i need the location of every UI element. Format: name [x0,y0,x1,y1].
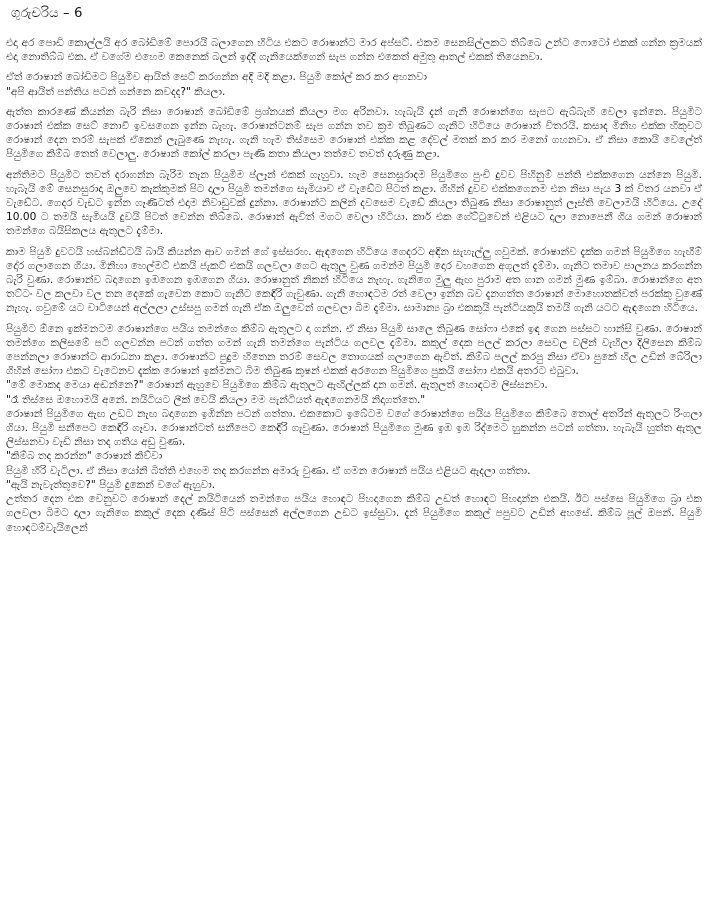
paragraph: ඇත්ත කාරණේ කියන්න බැරි නිසා රොෂාන් බෝඩිමේ ප්‍රශ්නයක් කියලා මග අරිනවා. හැබැයි දැන් ගැනි රොෂාන්ගෙ සැපට ඇබ්බැහි වෙලා ඉන්නෙ. පියුමිට රොෂාන් එක්ක සෙට් නොවී ඉවසගෙන ඉන්න බැහැ. රොෂාන්ටනම් සැප ගන්න තව ක්‍රම තිබුණට ගැනිට හිටියෙ රොෂාන් විතරයි. කසාද මිනිහ එක්ක හිකුවට රොෂාන් දෙන තරම් සැපක් ඒකෙන් ලැබුණෙ නැහැ. ගැනි හැම තිස්සෙම රොෂාන් එක්ක කළ දේවල් මතක් කර කර මනෝ ගහනවා. ඒ නිසා කොයි වෙලේත් පියුමිගෙ කිම්බ තෙත් වෙලාලු. රොෂාන් කෝල් කරලා පැණි කතා කියලා තත්වෙ තවත් දරුණු කළා. [6,105,702,161]
paragraph: පියුමිට ඕනෙ ඉක්මනටම රොෂාන්ගෙ පයිය තමන්ගෙ කිම්බ ඇතුලට දා ගන්න. ඒ නිසා පියුමි සාලෙ තිබුණ සෝෆා එකේ ඉඳ ගෙන පස්සට හාන්සි වුණා. රොෂාන් තමන්ගෙ කලිසමේ පටි ගලවන්න පටන් ගත්ත ගමන් ගැනි තමන්ගෙ පැන්ටිය ගලවල දැම්මා. කකුල් දෙක පලල් කරලා සෙවල වලින් වැහිලා දිලිසෙන කිම්බ පෙන්නලා රොෂාන්ට ආරාධනා කළා. රොෂාන්ට පුදුම හිතෙන තරම් සෙවල තොගයක් ගලාගෙන ඇවිත්. කිම්බ පලල් කරපු නිසා ඒවා පුකේ හිල උඩින් බේරිලා ගිහින් සෝෆා එකට වැටෙනව දැක්ක රොෂාන් ඉක්මනට බිම තිබුණ කුෂන් එකක් අරගෙන පියුමිගෙ පුකයි සෝෆා එකයි අතරට එබුවා. [6,322,702,378]
dialogue-line: "ඇයි නැවැත්තුවෙ?" පියුමි දුකෙන් වගේ ඇහුවා. [6,478,216,491]
paragraph: කාම පියුමි දුවටයි හස්බන්ඩ්ටයි බායි කියන්න ආව ගමන් ගේ ඉස්සරහ. ඇඳගෙන හිටියෙ ගෙදරට අඳින සැහැල්ලු ගවුමක්. රොෂාන්ව දැක්ක ගමන් පියුමිගෙ හැඟීම් දෝර ගලාගෙන ගියා. මිනිහා හෙල්මට් එකයි ජැකට් එකයි ගලවලා ගෙට ඇතුලු වුණ ගමන්ම පියුමි දොර වහගෙන අගුලත් දැම්මා. ගැනිට තමාව පාලනය කරගන්න බැරි වුණා. රොෂාන්ව බදාගෙන ඉඹගෙන ඉඹගෙන ගියා. රොෂානුත් නිකන් හිටියෙ නැහැ. ගැනිගෙ මුලු ඇඟ පුරාම අත ගාන ගමන් මුණ ඉම්බා. රොෂාන්ගෙ අත තට්ටං වල කලවා වල තන දෙකේ ගැවෙන කොට ගැනිට කෙඳිරි ගැවුණා. ගැනි හොඳටම රත් වෙලා ඉන්න බව දැනගත්ත රොෂාන් මොහොතක්වත් පරක්කු වුණේ නැහැ. ගවුමේ යට වාටියෙන් අල්ලලා උස්සපු ගමන් ගැනි ඒක ඔලුවෙන් ගලවලා බිම දැම්මා. සාමාන්‍ය බ්‍රා එකකුයි පැන්ටියකුයි තමයි ගැනි යටට ඇඳගෙන හිටියෙ. [6,245,702,315]
dialogue-line: "රෑ තිස්සෙ ඔහොමයි අනේ. නයිටියට ලීක් වෙයි කියලා මම පැන්ටියත් ඇඳගෙනමයි නිදාගත්තෙ." [6,393,426,406]
paragraph: අන්තිමට පියුමිට තවත් දරාගන්න බැරිම තැන පියුමිම ප්ලෑන් එකක් ගැහුවා. හැම සෙනසුරාදම පියුමිගෙ පුංචි දුවව පිහිනුම් පන්ති එක්කගෙන යන්නෙ පියුමි. හැබැයි මේ සෙනසුරාදා ඔලුවෙ කැක්කුමක් පිට දාලා පියුමි තමන්ගෙ සැමියාව ඒ වැඩේට පිටත් කළා. ගිහින් දුවව එක්කගෙනම එන නිසා පැය 3 ක් විතර යනවා ඒ වැඩේට. ගෙදර වැඩට ඉන්න ගෑණිටත් එදාම නිවාඩුවක් දුන්නා. රොෂාන්ට කලින් දවසෙම වැඩේ කියලා තිබුණ නිසා රොෂානුත් ලෑස්ති වෙලාමයි හිටියෙ. උදේ 10.00 ට තමයි සැමියයි දුවයි පිටත් වෙන්න තිබ්බෙ. රොෂාන් ඇවිත් මගට වෙලා හිටියා. කාර් එක ගේට්ටුවෙන් එළියට දාලා නොපෙනී ගිය ගමන් රොෂාන් තමන්ගෙ බයිසිකලය ඇතුලට දැම්මා. [6,168,703,238]
dialogue-line: "අපි ආයිත් පන්තිය පටන් ගන්නෙ කවදද?" කියලා. [6,85,226,98]
dialogue-line: "මේ මොකද මෙයා අඬන්නෙ?" රොෂාන් ඇහුවෙ පියුමිගෙ කිම්බ ඇතුලට ඇඟිල්ලක් දාන ගමන්. ඇතුලත් හොඳටම ලිස්සනවා. [6,379,548,392]
paragraph: උත්තර දෙන එක වෙනුවට රොෂාන් දෙල් නයිටියෙන් තමන්ගෙ පයිය හොඳට පිහදාගෙන කිම්බ උඩත් හොඳට පිහදාන්න එකයි. ඊට පස්සෙ පියුමිගෙ බ්‍රා එක ගලවලා බිමට දාලා ගැනිගෙ කකුල් දෙක දණිස් පිටි පස්සෙන් අල්ලගෙන උඩට ඉස්සුවා. දැන් පියුමිගෙ කකුල් පපුවට උඩින් අහසේ. කිම්බ පූල් ඔපන්. පියුමි හොඳටම්වැයිලෙන් [6,493,702,534]
chapter-heading: ගුරුචරිය – 6 [11,6,83,21]
story-body [6,36,702,535]
paragraph: පියුමි හිරි වැටිලා. ඒ නිසා යෝනි බිත්ති එහෙම තද කරගන්න අමාරු වුණා. ඒ ගමන රොෂාන් පයිය එළියට ඇදලා ගත්තා. [6,464,531,477]
dialogue-line: "කිම්බ තද කරන්න" රොෂාන් කිව්වා [6,450,163,463]
paragraph: එදා අර පොඩි කොල්ලයි අර බෝඩිමේ පොරයි බලාගෙන හිටිය එකට රොෂාන්ට මාර අප්සට්. එකම සෙනසිල්ලකට තිබ්බෙ උන්ට ෆොටෝ එකක් ගන්න ක්‍රමයක් එදා නොතිබ්බ එක. ඒ වගේම එහෙම කෙනෙක් බලන් ඉද්දි ගැනියෙක්ගෙන් සැප ගන්න එකෙත් අමුතු ආතල් එකක් තියෙනවා. [6,37,702,64]
paragraph: ඒත් රොෂාන් බෝඩිමට පියුමිව ආයිත් සෙට් කරගන්න අදි මදි කළා. පියුමි කෝල් කර කර අහනවා [6,71,428,84]
paragraph: රොෂාන් පියුමිගෙ ඇඟ උඩට නැඟ බදාගෙන ඉඹින්න පටන් ගත්තා. එකකොට ඉබේටම වගේ රොෂාන්ගෙ පයිය පියුමිගෙ කිම්බෙ තොල් අතරින් ඇතුලට රිංගලා ගියා. පියුමි සනීපෙට කෙඳිරි ගෑවා. රොෂාන්ටත් සනීපෙට කෙඳිරි ගැවුණා. රොෂාන් පියුමිගෙ මුණ ඉඹ ඉඹ රිද්මෙට හුකන්න පටන් ගත්තා. හැබැයි හුත්ත ඇතුල ලිස්සනවා වැඩි නිසා තද ගතිය අඩු වුණා. [6,407,702,449]
